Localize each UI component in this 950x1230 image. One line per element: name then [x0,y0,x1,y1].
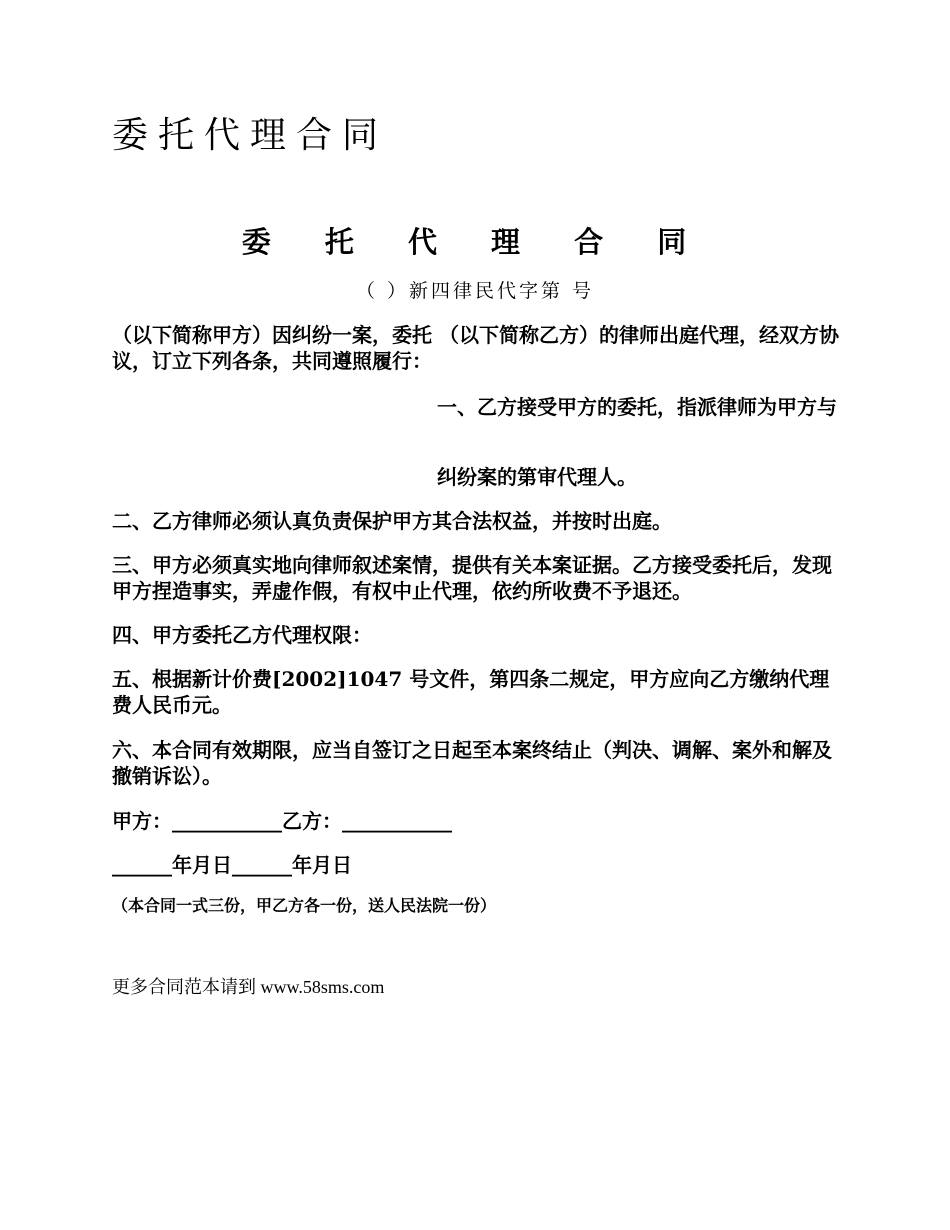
document-heading: 委托代理合同 [112,115,389,156]
clause-2: 二、乙方律师必须认真负责保护甲方其合法权益，并按时出庭。 [112,509,672,533]
signature-line: 甲方：___________乙方：___________ [112,809,452,833]
case-number-line: （ ）新四律民代字第 号 [355,280,595,302]
clause-1-part1: 一、乙方接受甲方的委托，指派律师为甲方与 [437,395,837,419]
clause-5: 五、根据新计价费[2002]1047 号文件，第四条二规定，甲方应向乙方缴纳代理费人民币元。 [112,667,830,717]
footer-link-text: 更多合同范本请到 www.58sms.com [112,977,385,997]
clause-4: 四、甲方委托乙方代理权限： [112,623,372,647]
date-line: ______年月日______年月日 [112,853,352,877]
clause-1-part2: 纠纷案的第审代理人。 [437,465,637,489]
clause-6: 六、本合同有效期限，应当自签订之日起至本案终结止（判决、调解、案外和解及撤销诉讼）。 [112,738,832,788]
copies-note: （本合同一式三份，甲乙方各一份，送人民法院一份） [112,896,497,915]
intro-paragraph: （以下简称甲方）因纠纷一案，委托 （以下简称乙方）的律师出庭代理，经双方协议，订立下列各条，共同遵照履行： [112,323,839,373]
clause-3: 三、甲方必须真实地向律师叙述案情，提供有关本案证据。乙方接受委托后，发现甲方捏造事实，弄虚作假，有权中止代理，依约所收费不予退还。 [112,553,832,603]
contract-title: 委 托 代 理 合 同 [241,225,709,259]
